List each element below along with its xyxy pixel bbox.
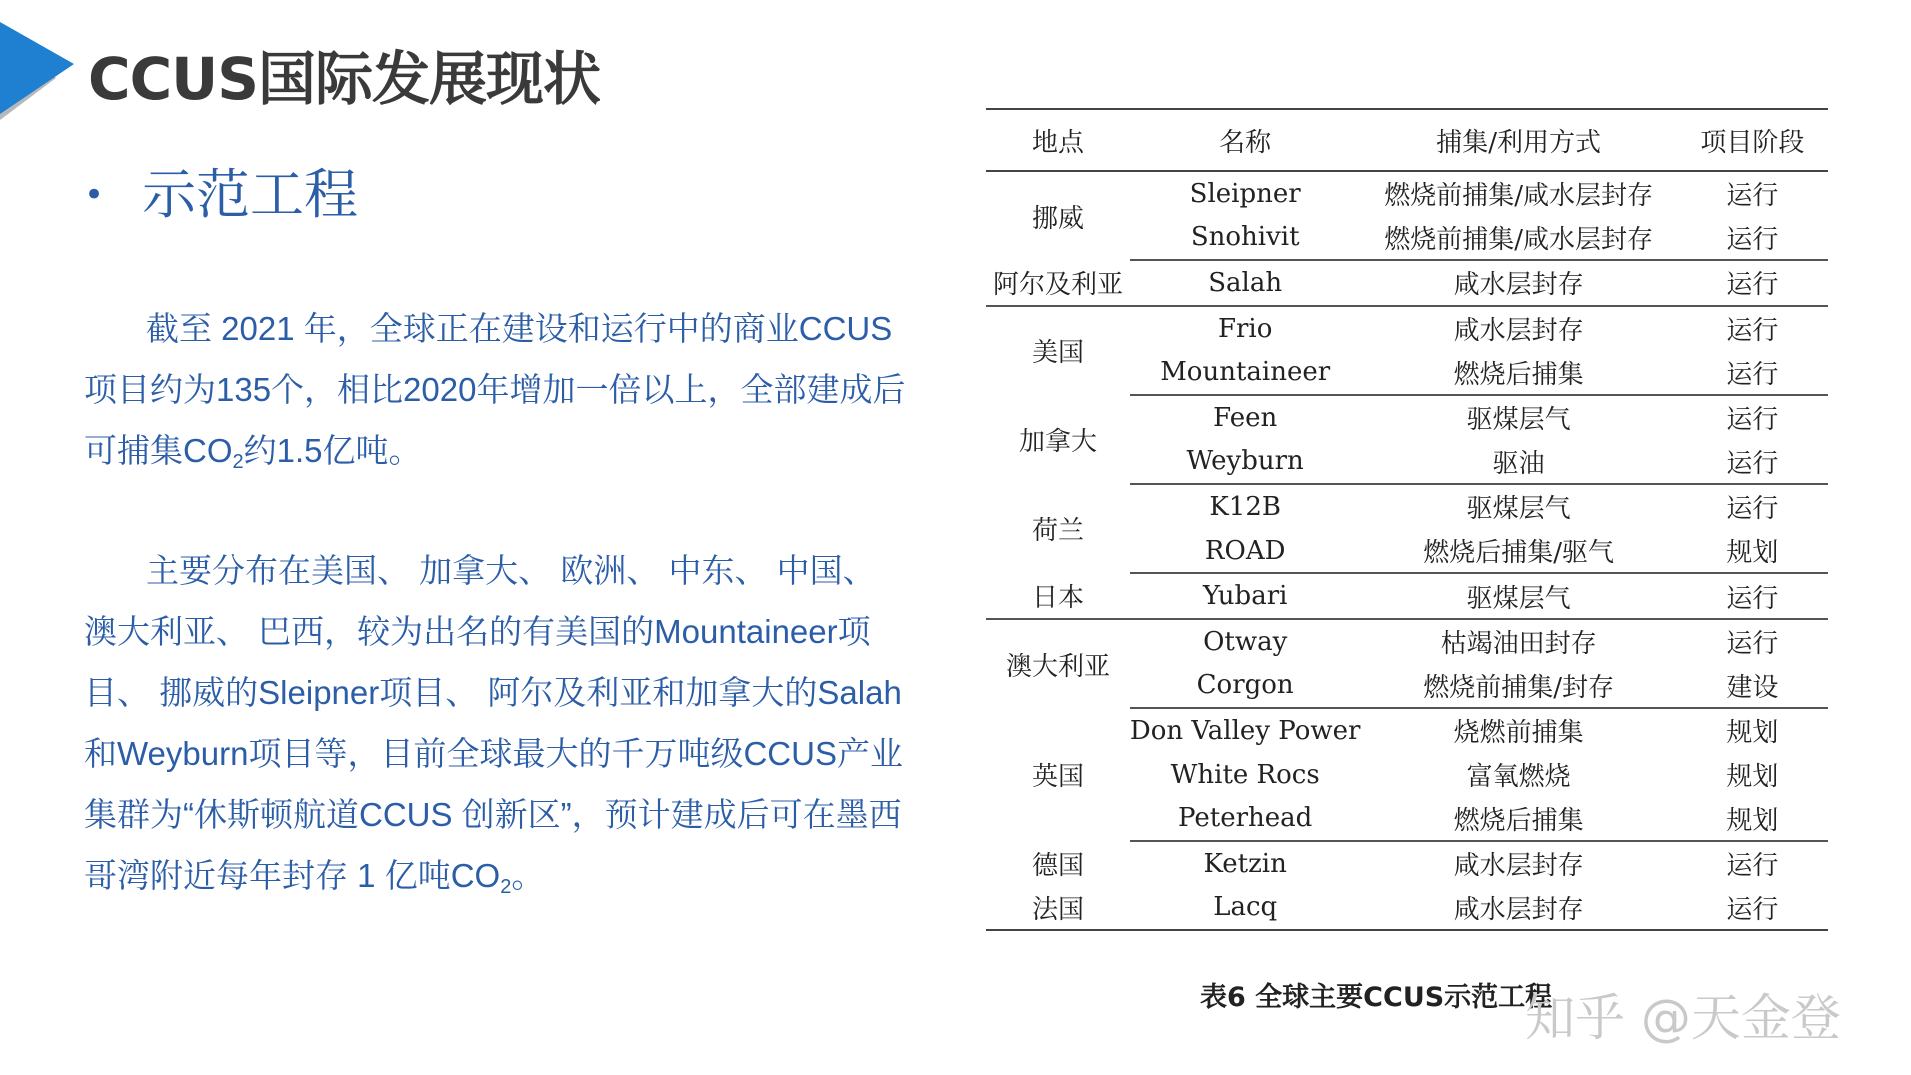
cell-location: 挪威	[1031, 203, 1084, 234]
cell-method: 驱油	[1360, 440, 1676, 485]
cell-name: ROAD	[1130, 529, 1361, 574]
table-row	[986, 171, 1828, 216]
table-body	[986, 171, 1828, 930]
paragraph-2	[84, 540, 914, 906]
cell-method: 咸水层封存	[1453, 851, 1584, 882]
cell-stage: 运行	[1726, 851, 1779, 882]
cell-name: Otway	[1203, 626, 1288, 657]
slide-title: CCUS国际发展现状	[88, 45, 601, 113]
cell-method: 烧燃前捕集	[1453, 718, 1584, 749]
cell-method: 咸水层封存	[1453, 316, 1584, 347]
cell-name: Salah	[1130, 260, 1361, 306]
cell-location: 阿尔及利亚	[986, 260, 1130, 306]
projects-table-container	[986, 108, 1828, 931]
ccus-projects-table	[986, 108, 1828, 931]
table-row	[986, 573, 1828, 619]
paragraph-2-subscript: 2	[500, 876, 512, 898]
table-row	[986, 484, 1828, 529]
cell-stage: 运行	[1726, 629, 1779, 660]
bullet-heading	[84, 160, 358, 230]
cell-stage: 运行	[1726, 405, 1779, 436]
cell-stage: 运行	[1726, 316, 1779, 347]
cell-stage: 运行	[1677, 260, 1828, 306]
cell-name: Yubari	[1130, 573, 1361, 619]
cell-method: 燃烧前捕集/咸水层封存	[1384, 181, 1653, 212]
cell-stage: 运行	[1677, 440, 1828, 485]
cell-stage: 规划	[1677, 796, 1828, 841]
cell-stage: 运行	[1726, 181, 1779, 212]
header-method: 捕集/利用方式	[1360, 109, 1676, 171]
paragraph-1-tail: 约1.5亿吨。	[243, 432, 422, 469]
table-row	[986, 708, 1828, 753]
watermark: 知乎 @天金登	[1525, 989, 1841, 1047]
bullet-dot-icon: •	[84, 175, 105, 215]
cell-location: 法国	[986, 886, 1130, 931]
cell-stage: 规划	[1726, 762, 1779, 793]
cell-name: Ketzin	[1203, 848, 1287, 879]
cell-stage: 运行	[1677, 573, 1828, 619]
table-caption: 表6 全球主要CCUS示范工程	[1200, 982, 1553, 1013]
cell-name: Corgon	[1130, 664, 1361, 709]
header-stage: 项目阶段	[1677, 109, 1828, 171]
cell-method: 驱煤层气	[1466, 405, 1571, 436]
cell-location: 加拿大	[1018, 427, 1097, 458]
cell-method: 枯竭油田封存	[1440, 629, 1597, 660]
bullet-text: 示范工程	[142, 163, 359, 226]
cell-name: Snohivit	[1130, 216, 1361, 261]
cell-stage: 规划	[1677, 529, 1828, 574]
cell-method: 咸水层封存	[1360, 260, 1676, 306]
table-row	[986, 619, 1828, 664]
table-row	[986, 886, 1828, 931]
cell-location: 澳大利亚	[1005, 651, 1110, 682]
cell-method: 驱煤层气	[1360, 573, 1676, 619]
cell-name: K12B	[1209, 491, 1281, 522]
cell-stage: 规划	[1726, 718, 1779, 749]
cell-name: Lacq	[1130, 886, 1361, 931]
paragraph-1-text: 截至 2021 年，全球正在建设和运行中的商业CCUS项目约为135个，相比2020年增加一倍以上，全部建成后可捕集CO	[84, 310, 906, 469]
cell-name: Sleipner	[1189, 178, 1301, 209]
cell-method: 咸水层封存	[1360, 886, 1676, 931]
cell-location: 荷兰	[1031, 516, 1084, 547]
cell-location: 德国	[1031, 850, 1084, 881]
cell-method: 燃烧前捕集/咸水层封存	[1360, 216, 1676, 261]
cell-method: 燃烧后捕集	[1360, 350, 1676, 395]
cell-location: 日本	[986, 573, 1130, 619]
cell-name: Don Valley Power	[1129, 715, 1361, 746]
cell-method: 燃烧后捕集/驱气	[1360, 529, 1676, 574]
title-arrow-decoration	[0, 0, 80, 150]
header-location: 地点	[986, 109, 1130, 171]
cell-name: Weyburn	[1130, 440, 1361, 485]
cell-name: Frio	[1217, 313, 1273, 344]
table-row	[986, 306, 1828, 351]
cell-stage: 运行	[1677, 216, 1828, 261]
cell-stage: 运行	[1677, 350, 1828, 395]
cell-name: Mountaineer	[1130, 350, 1361, 395]
cell-stage: 建设	[1677, 664, 1828, 709]
table-row	[986, 395, 1828, 440]
cell-stage: 运行	[1726, 494, 1779, 525]
paragraph-2-text: 主要分布在美国、 加拿大、 欧洲、 中东、 中国、 澳大利亚、 巴西，较为出名的有美国的Mountaineer项目、 挪威的Sleipner项目、 阿尔及利亚和加拿大的Salah和Weyburn项目等，目前全球最大的千万吨级CCUS产业集群为“休斯顿航道CCUS 创新区”，预计建成后可在墨西哥湾附近每年封存 1 亿吨CO	[84, 552, 903, 894]
paragraph-1-subscript: 2	[232, 451, 244, 473]
cell-name: Feen	[1213, 402, 1278, 433]
table-row	[986, 841, 1828, 886]
table-row	[986, 260, 1828, 306]
cell-method: 富氧燃烧	[1466, 762, 1571, 793]
paragraph-2-tail: 。	[511, 857, 545, 894]
cell-method: 燃烧前捕集/封存	[1360, 664, 1676, 709]
header-name: 名称	[1130, 109, 1361, 171]
paragraph-1	[84, 298, 914, 481]
cell-method: 驱煤层气	[1466, 494, 1571, 525]
cell-location: 美国	[1031, 338, 1084, 369]
cell-location: 英国	[1031, 762, 1084, 793]
cell-name: White Rocs	[1170, 759, 1320, 790]
cell-name: Peterhead	[1130, 796, 1361, 841]
cell-stage: 运行	[1677, 886, 1828, 931]
cell-method: 燃烧后捕集	[1360, 796, 1676, 841]
table-header-row	[986, 109, 1828, 171]
